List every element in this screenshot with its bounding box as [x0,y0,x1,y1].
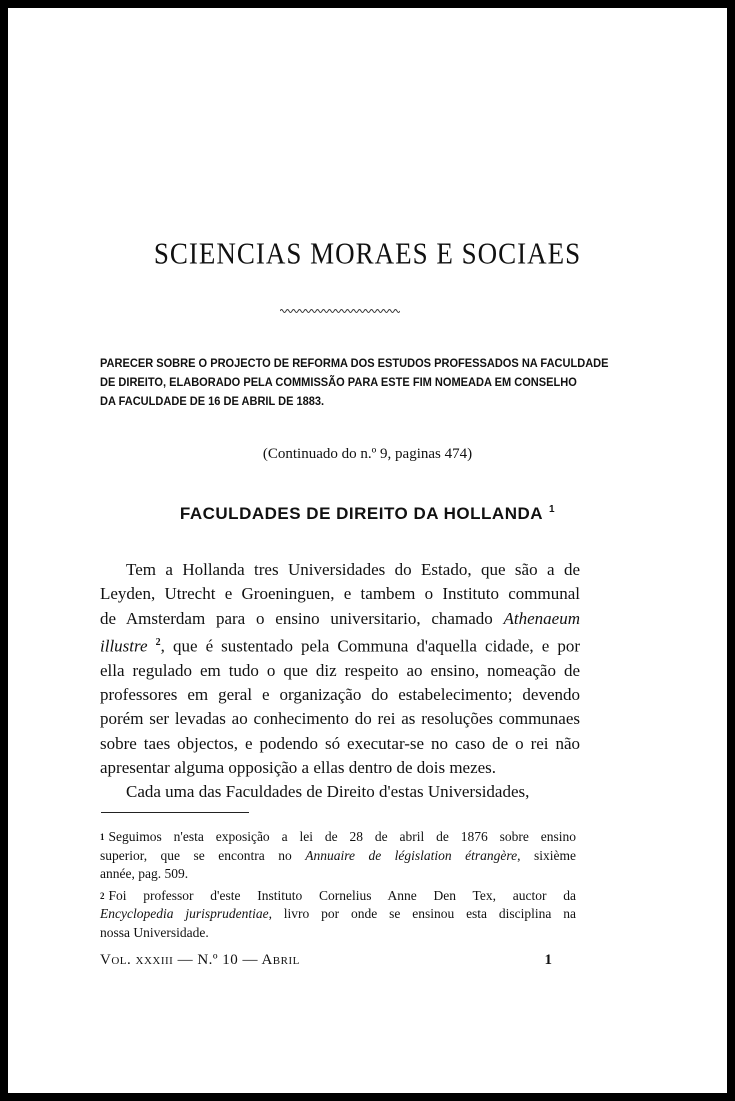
body-line: porém ser levadas ao conhecimento do rei as resoluções communaes [100,709,580,729]
italic-term: Athenaeum [503,608,581,628]
page-number: 1 [544,952,552,968]
body-line: Cada uma das Faculdades de Direito d'estas Universidades, [126,782,530,802]
body-line: Leyden, Utrecht e Groeninguen, e tambem o Instituto communal [100,584,580,604]
page-footer [100,952,552,969]
chapter-heading [8,504,727,524]
body-paragraphs [100,558,580,805]
body-line: de Amsterdam para o ensino universitario, chamado Athenaeum [100,608,581,628]
italic-term: illustre [100,636,148,656]
continuation-note: (Continuado do n.º 9, paginas 474) [262,446,473,462]
body-line: Tem a Hollanda tres Universidades do Estado, que são a de [126,560,580,579]
section-title: SCIENCIAS MORAES E SOCIAES [153,235,582,271]
parecer-line: DE DIREITO, ELABORADO PELA COMMISSÃO PARA ESTE FIM NOMEADA EM CONSELHO [100,377,577,389]
parecer-line: PARECER SOBRE O PROJECTO DE REFORMA DOS ESTUDOS PROFESSADOS NA FACULDADE [100,358,609,370]
parecer-line: DA FACULDADE DE 16 DE ABRIL DE 1883. [100,396,325,408]
footnote-1: $^1$ Seguimos n'esta exposição a lei de 28 de abril de 1876 sobre ensino superior, que se encontra no Annuaire de législation étrangère, sixième année, pag. 509. [100,829,576,881]
document-page [8,8,727,1093]
body-line: sobre taes objectos, e podendo só executar-se no caso de o rei não [100,733,580,753]
body-line: ella regulado em tudo o que diz respeito ao ensino, nomeação de [100,660,580,680]
body-line: illustre $^2$, que é sustentado pela Communa d'aquella cidade, e por [100,636,581,656]
footnotes [100,828,576,945]
footnote-2: $^2$ Foi professor d'este Instituto Cornelius Anne Den Tex, auctor da Encyclopedia jurisprudentiae, livro por onde se ensinou esta disciplina na nossa Universidade. [100,887,576,940]
footnote-rule [101,812,249,813]
parecer-heading [100,355,609,412]
footnote-ref-2: 2 [155,636,161,648]
footnote-ref-1: 1 [549,504,556,516]
body-line: professores em geral e organização do estabelecimento; devendo [100,685,580,705]
body-line: apresentar alguma opposição a ellas dentro de dois mezes. [100,758,497,778]
chapter-heading-text: FACULDADES DE DIREITO DA HOLLANDA [179,504,544,523]
volume-info: Vol. xxxiii — N.º 10 — Abril [100,952,300,968]
ornament-divider [280,308,400,314]
